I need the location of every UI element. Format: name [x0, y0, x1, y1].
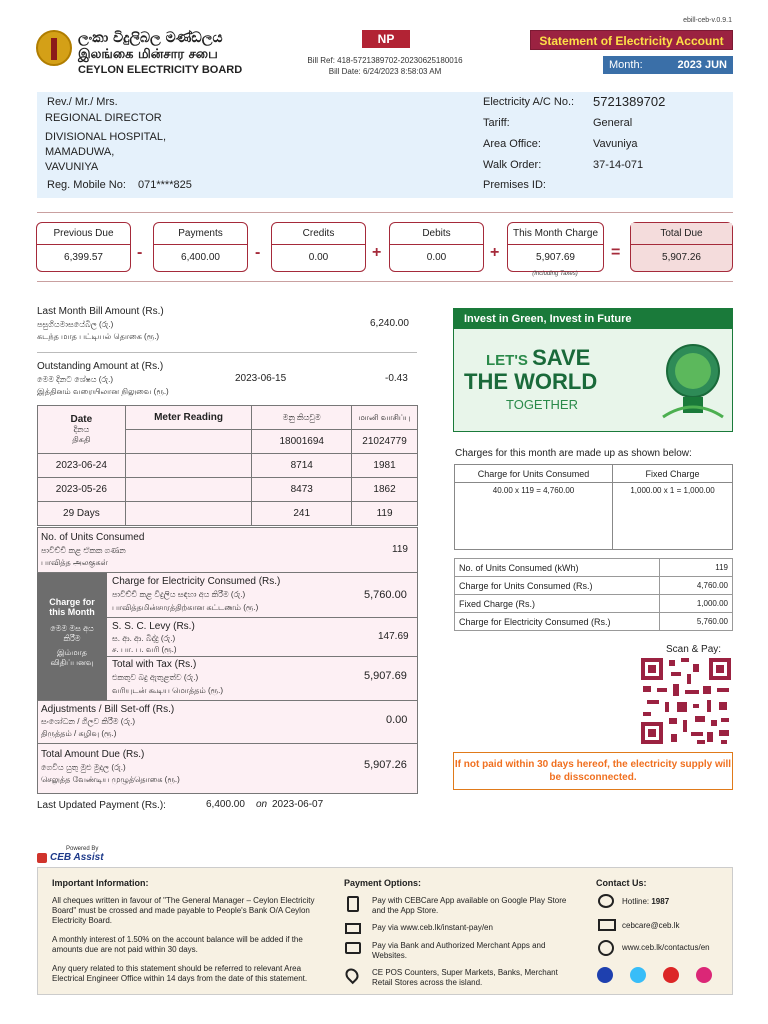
adjust-label: Adjustments / Bill Set-off (Rs.) [41, 704, 175, 715]
units-value: 119 [392, 544, 408, 555]
walk-value: 37-14-071 [593, 159, 644, 171]
brand-tamil: இலங்கை மின்சார சபை [78, 47, 218, 62]
breakdown-value: 119 [660, 559, 733, 577]
version-label: ebill-ceb-v.0.9.1 [683, 17, 732, 24]
meter-col1-header: මනු කියවුම [252, 406, 352, 430]
reading-m2: 1862 [352, 478, 418, 502]
reading-m1: 241 [252, 502, 352, 526]
credits-value: 0.00 [308, 252, 329, 263]
month-label: Month: [609, 59, 643, 71]
date-header [38, 406, 126, 454]
total-due-si: ගෙවිය යුතු මුළු මුදල (රු.) [41, 763, 126, 772]
address-line2: MAMADUWA, [45, 146, 115, 158]
instagram-icon[interactable] [696, 967, 712, 983]
minus-operator: - [137, 244, 143, 261]
bill-reference [250, 55, 520, 77]
breakdown-value: 4,760.00 [660, 577, 733, 595]
contact-title: Contact Us: [596, 878, 647, 888]
important-p2: A monthly interest of 1.50% on the account balance will be added if the amounts due are not paid within 30 days. [52, 935, 303, 954]
ceb-assist-name: CEB Assist [50, 852, 104, 863]
row-border [37, 743, 418, 744]
web-icon [345, 923, 361, 934]
location-icon [343, 966, 361, 984]
last-month-si: පසුගියමාසයේබිල (රු.) [37, 320, 114, 329]
row-border [107, 617, 418, 618]
units-label: No. of Units Consumed [41, 532, 145, 543]
previous-due-label: Previous Due [37, 223, 130, 245]
email-icon [598, 919, 616, 931]
debits-label: Debits [390, 223, 483, 245]
this-month-label: This Month Charge [508, 223, 603, 245]
equals-operator: = [611, 244, 621, 261]
payments-box [153, 222, 248, 272]
bill-date: Bill Date: 6/24/2023 8:58:03 AM [328, 67, 442, 76]
reading-m1: 8714 [252, 454, 352, 478]
adjust-si: සංශෝධන / ගිලව කිරීම (රු.) [41, 717, 136, 726]
outstanding-ta: இத்தினம் வரையிலான நிலுவை (ரூ.) [37, 387, 169, 396]
outstanding-date: 2023-06-15 [235, 373, 287, 384]
payment-option-1: Pay with CEBCare App available on Google Play Store and the App Store. [372, 896, 567, 915]
total-due-box [630, 222, 733, 272]
mobile-label: Reg. Mobile No: [47, 179, 126, 191]
minus-operator: - [255, 244, 261, 261]
adjust-ta: திருத்தம் / கழிவு (ரூ.) [41, 729, 117, 738]
total-tax-label: Total with Tax (Rs.) [112, 659, 197, 670]
total-due-amount-label: Total Amount Due (Rs.) [41, 749, 145, 760]
breakdown-label: Fixed Charge (Rs.) [455, 595, 660, 613]
month-value: 2023 JUN [677, 59, 727, 71]
charge-month-si: මෙම මස අය කිරීම [50, 624, 94, 643]
total-tax-si: එකතුව බදු ඇතුළත්ව (රු.) [112, 673, 199, 682]
total-due-amount-value: 5,907.26 [364, 759, 407, 771]
important-p3: Any query related to this statement should be referred to relevant Area Electrical Engineer Office within 14 days from the date of this statement. [52, 964, 308, 983]
bank-card-icon [345, 942, 361, 954]
qr-code-icon[interactable] [641, 658, 731, 744]
promo-banner [453, 308, 733, 432]
ac-label: Electricity A/C No.: [483, 96, 575, 108]
reading-m1: 8473 [252, 478, 352, 502]
this-month-value: 5,907.69 [536, 252, 575, 263]
reading-date: 2023-06-24 [38, 454, 126, 478]
globe-icon [598, 940, 614, 956]
address-panel [37, 92, 733, 198]
brand-english: CEYLON ELECTRICITY BOARD [78, 64, 243, 76]
units-ta: பாவித்த அலகுகள் [41, 558, 108, 567]
breakdown-value: 1,000.00 [660, 595, 733, 613]
reading-date: 2023-05-26 [38, 478, 126, 502]
mobile-value: 071****825 [138, 179, 192, 191]
elec-charge-label: Charge for Electricity Consumed (Rs.) [112, 576, 281, 587]
ssc-si: ස. ආ. ආ. බිද්දු (රු.) [112, 634, 176, 643]
important-title: Important Information: [52, 878, 149, 888]
payment-option-4: CE POS Counters, Super Markets, Banks, Merchant Retail Stores across the island. [372, 968, 558, 987]
important-p1: All cheques written in favour of "The General Manager – Ceylon Electricity Board" must be crossed and made payable to People's Bank O/A Ceylon Electricity Board. [52, 896, 315, 925]
address-line1: DIVISIONAL HOSPITAL, [45, 131, 167, 143]
salutation: Rev./ Mr./ Mrs. [47, 96, 118, 108]
disconnection-warning: If not paid within 30 days hereof, the electricity supply will be dissconnected. [453, 752, 733, 790]
last-payment-label: Last Updated Payment (Rs.): [37, 800, 166, 811]
tariff-value: General [593, 117, 633, 129]
bill-ref: Bill Ref: 418-5721389702-20230625180016 [307, 56, 463, 65]
total-tax-ta: வரியுடன் கூடிய மொத்தம் (ரூ.) [112, 686, 224, 695]
twitter-icon[interactable] [630, 967, 646, 983]
total-due-value: 5,907.26 [662, 252, 701, 263]
units-si: පාවිච්චි කළ ඒකක ගණන [41, 546, 126, 555]
np-badge: NP [362, 30, 410, 48]
payments-label: Payments [154, 223, 247, 245]
total-due-label: Total Due [631, 223, 732, 245]
last-month-ta: கடந்த மாத பட்டியல் தொகை (ரூ.) [37, 332, 160, 341]
info-panel [37, 867, 733, 995]
powered-by-label: Powered By [66, 846, 99, 852]
promo-line3: TOGETHER [506, 397, 578, 412]
charge-month-label: Charge for this Month [49, 597, 95, 617]
office-value: Vavuniya [593, 138, 638, 150]
promo-heading: Invest in Green, Invest in Future [454, 309, 732, 329]
mobile-app-icon [347, 896, 359, 912]
promo-body [454, 329, 732, 431]
reading-m2: 1981 [352, 454, 418, 478]
office-label: Area Office: [483, 138, 541, 150]
summary-breakdown-table [454, 558, 733, 631]
month-box [603, 56, 733, 74]
debits-value: 0.00 [426, 252, 447, 263]
meter-reading-table [37, 405, 418, 526]
row-border [37, 572, 418, 573]
promo-line2: THE WORLD [464, 369, 598, 394]
breakdown-label: No. of Units Consumed (kWh) [455, 559, 660, 577]
last-payment-on: on [256, 799, 268, 810]
units-charge-calc: 40.00 x 119 = 4,760.00 [455, 483, 613, 550]
meter-col2-header: மானி வாசிப்பு [352, 406, 418, 430]
payment-option-3: Pay via Bank and Authorized Merchant Apps and Websites. [372, 941, 546, 960]
credits-label: Credits [272, 223, 365, 245]
row-border [37, 700, 418, 701]
charge-month-ta: இம்மாத விதிப்பனவு [50, 648, 94, 667]
last-month-label: Last Month Bill Amount (Rs.) [37, 306, 164, 317]
youtube-icon[interactable] [663, 967, 679, 983]
elec-charge-value: 5,760.00 [364, 589, 407, 601]
debits-box [389, 222, 484, 272]
outstanding-label: Outstanding Amount at (Rs.) [37, 361, 164, 372]
this-month-box [507, 222, 604, 272]
brand-sinhala: ලංකා විදුලිබල මණ්ඩලය [78, 30, 223, 46]
outstanding-si: මෙම දිනට ශේෂය (රු.) [37, 375, 113, 384]
ceb-logo-icon [36, 30, 72, 66]
total-tax-value: 5,907.69 [364, 670, 407, 682]
ac-value: 5721389702 [593, 94, 666, 109]
row-border [107, 656, 418, 657]
meter-id-1: 18001694 [252, 430, 352, 454]
last-payment-value: 6,400.00 [206, 799, 245, 810]
payment-title: Payment Options: [344, 878, 422, 888]
tariff-label: Tariff: [483, 117, 510, 129]
last-month-value: 6,240.00 [370, 318, 409, 329]
charge-breakdown-table [454, 464, 733, 550]
last-payment-date: 2023-06-07 [272, 799, 324, 810]
scan-pay-label: Scan & Pay: [666, 644, 722, 655]
credits-box [271, 222, 366, 272]
customer-name: REGIONAL DIRECTOR [45, 112, 162, 124]
breakdown-label: Charge for Units Consumed (Rs.) [455, 577, 660, 595]
date-si: දිනය [73, 425, 90, 434]
meter-blank [125, 430, 252, 454]
date-ta: திகதி [72, 435, 91, 444]
date-label: Date [70, 414, 93, 425]
hotline: Hotline: 1987 [622, 897, 670, 906]
ceb-assist-icon [37, 853, 47, 863]
plus-operator: + [490, 244, 500, 261]
fixed-charge-header: Fixed Charge [613, 465, 733, 483]
meter-id-2: 21024779 [352, 430, 418, 454]
premises-label: Premises ID: [483, 179, 546, 191]
statement-title: Statement of Electricity Account [530, 30, 733, 50]
walk-label: Walk Order: [483, 159, 542, 171]
payment-option-2: Pay via www.ceb.lk/instant-pay/en [372, 923, 493, 932]
elec-charge-si: පාවිච්චි කළ විදුලිය සඳහා අය කිරීම (රු.) [112, 590, 246, 599]
ssc-ta: ச. பா. ப. வரி (ரூ.) [112, 645, 177, 654]
meter-reading-header: Meter Reading [125, 406, 252, 430]
contact-email[interactable]: cebcare@ceb.lk [622, 921, 680, 930]
phone-icon [598, 894, 614, 908]
previous-due-value: 6,399.57 [64, 252, 103, 263]
units-charge-header: Charge for Units Consumed [455, 465, 613, 483]
plus-operator: + [372, 244, 382, 261]
divider [37, 352, 417, 353]
contact-web[interactable]: www.ceb.lk/contactus/en [622, 943, 710, 952]
reading-m2: 119 [352, 502, 418, 526]
previous-due-box [36, 222, 131, 272]
including-taxes-note: (Including Taxes) [532, 271, 578, 277]
total-due-ta: செலுத்த வேண்டிய முழுத்தொகை (ரூ.) [41, 775, 180, 784]
globe-bulb-icon [659, 337, 727, 425]
adjust-value: 0.00 [386, 714, 408, 726]
outstanding-value: -0.43 [385, 373, 408, 384]
address-line3: VAVUNIYA [45, 161, 99, 173]
breakdown-label: Charge for Electricity Consumed (Rs.) [455, 613, 660, 631]
charges-intro: Charges for this month are made up as shown below: [455, 448, 692, 459]
reading-days: 29 Days [38, 502, 126, 526]
ssc-label: S. S. C. Levy (Rs.) [112, 621, 195, 632]
fixed-charge-calc: 1,000.00 x 1 = 1,000.00 [613, 483, 733, 550]
ssc-value: 147.69 [378, 631, 409, 642]
breakdown-value: 5,760.00 [660, 613, 733, 631]
elec-charge-ta: பாவித்தமின்சாரத்திற்கான கட்டணம் (ரூ.) [112, 603, 259, 612]
facebook-icon[interactable] [597, 967, 613, 983]
payments-value: 6,400.00 [181, 252, 220, 263]
promo-line1: LET'S SAVE [486, 345, 591, 370]
